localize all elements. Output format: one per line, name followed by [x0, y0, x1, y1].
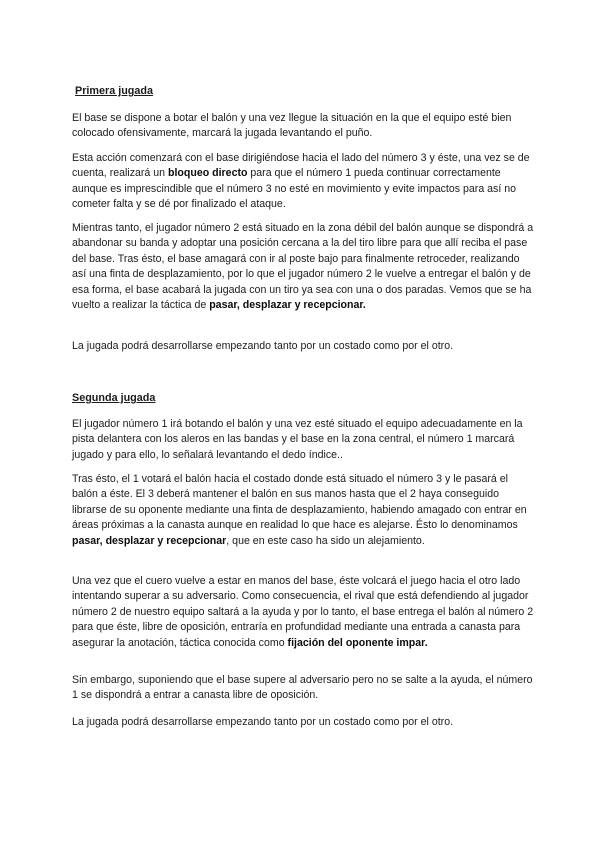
paragraph-1-3	[72, 221, 534, 313]
heading-segunda-jugada: Segunda jugada	[72, 392, 156, 404]
text-run: Tras ésto, el 1 votará el balón hacia el costado donde está situado el número 3 y le pasará el balón a éste. El 3 deberá mantener el balón en sus manos hasta que el 2 haya conseguido librarse de su oponente mediante una finta de desplazamiento, habiendo amagado con entrar en áreas próximas a la canasta aunque en realidad lo que hace es alejarse. Ésto lo denominamos	[72, 473, 527, 532]
bold-term-fijacion-oponente-impar: fijación del oponente impar.	[287, 636, 428, 649]
bold-term-bloqueo-directo: bloqueo directo	[168, 167, 248, 180]
bold-term-pasar-desplazar-recepcionar: pasar, desplazar y recepcionar.	[209, 299, 366, 312]
text-run: para que el número 1 pueda continuar correctamente aunque es imprescindible que el número 3 no esté en movimiento y evite impactos para así no cometer falta y se dé por finalizado el ataque.	[72, 167, 517, 211]
paragraph-2-4: Sin embargo, suponiendo que el base supere al adversario pero no se salte a la ayuda, el número 1 se dispondrá a entrar a canasta libre de oposición.	[72, 674, 533, 702]
paragraph-2-1: El jugador número 1 irá botando el balón y una vez esté situado el equipo adecuadamente en la pista delantera con los aleros en las bandas y el base en la zona central, el número 1 marcará jugado y para ello, lo señalará levantando el dedo índice..	[72, 418, 523, 461]
paragraph-1-4: La jugada podrá desarrollarse empezando tanto por un costado como por el otro.	[72, 340, 454, 352]
paragraph-2-2	[72, 472, 534, 549]
heading-primera-jugada: Primera jugada	[75, 85, 154, 97]
text-run: Una vez que el cuero vuelve a estar en manos del base, éste volcará el juego hacia el otro lado intentando superar a su adversario. Como consecuencia, el rival que está defendiendo al jugador número 2 de nuestro equipo saltará a la ayuda y por lo tanto, el base entrega el balón al número 2 para que éste, libre de oposición, entraría en profundidad mediante una entrada a canasta para asegurar la anotación, táctica conocida como	[72, 575, 534, 649]
text-run: Esta acción comenzará con el base dirigiéndose hacia el lado del número 3 y éste, una vez se de cuenta, realizará un	[72, 152, 530, 180]
paragraph-1-2	[72, 151, 534, 213]
text-run: , que en este caso ha sido un alejamiento.	[226, 534, 425, 547]
paragraph-2-5: La jugada podrá desarrollarse empezando tanto por un costado como por el otro.	[72, 716, 454, 728]
text-run: Mientras tanto, el jugador número 2 está situado en la zona débil del balón aunque se dispondrá a abandonar su banda y adoptar una posición cercana a la del tiro libre para que allí reciba el pase del base. Tras ésto, el base amagará con ir al poste bajo para finalmente retroceder, realizando así una finta de desplazamiento, por lo que el jugador número 2 le vuelve a entregar el balón y de esa forma, el base acabará la jugada con un tiro ya sea con una o dos paradas. Vemos que se ha vuelto a realizar la táctica de	[72, 222, 534, 312]
bold-term-pasar-desplazar-recepcionar-2: pasar, desplazar y recepcionar	[72, 534, 227, 547]
paragraph-2-3	[72, 574, 534, 651]
paragraph-1-1: El base se dispone a botar el balón y una vez llegue la situación en la que el equipo esté bien colocado ofensivamente, marcará la jugada levantando el puño.	[72, 112, 512, 140]
